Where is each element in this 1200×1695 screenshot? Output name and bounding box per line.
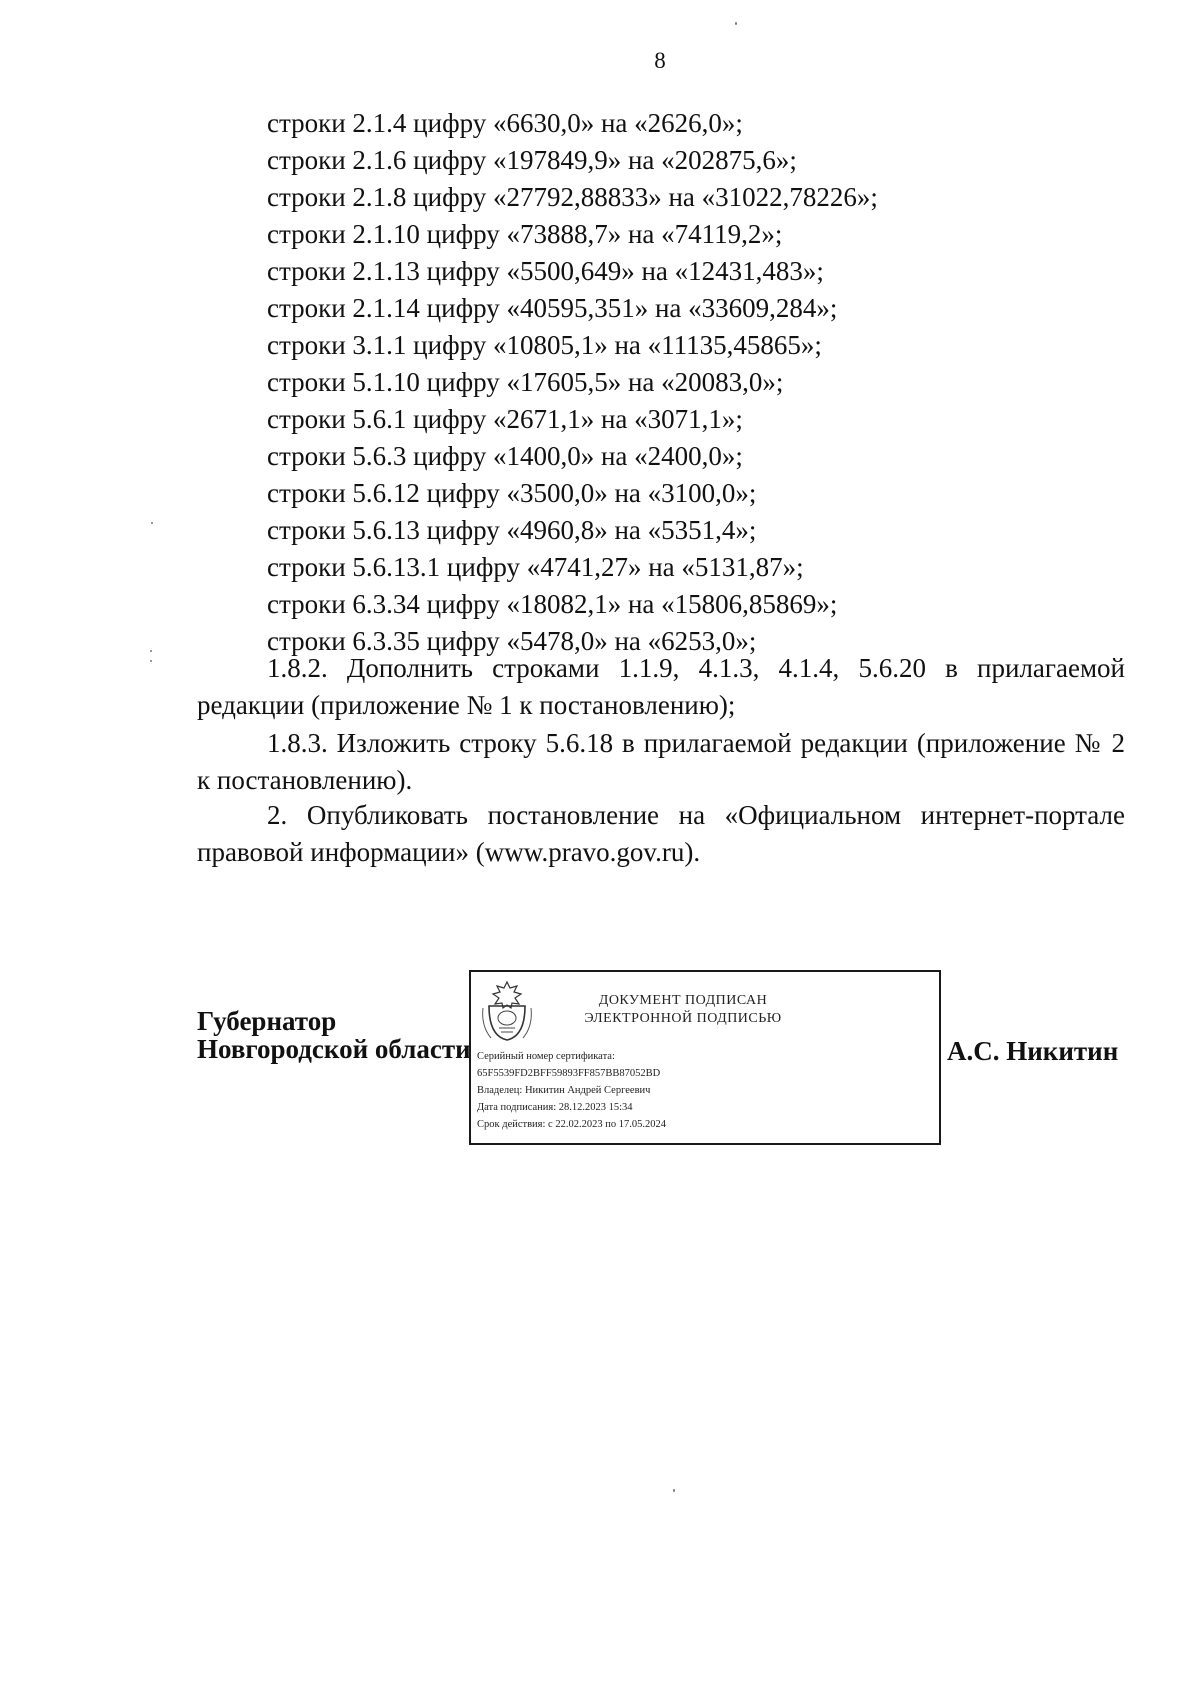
coat-of-arms-icon: [479, 978, 535, 1044]
paragraph-line: к постановлению).: [197, 765, 413, 795]
paragraph-line: 1.8.2. Дополнить строками 1.1.9, 4.1.3, 4.1.4, 5.6.20 в прилагаемой: [267, 653, 1125, 683]
paragraph-line: правовой информации» (www.pravo.gov.ru).: [197, 837, 701, 867]
electronic-signature-stamp: [469, 970, 941, 1145]
stamp-heading: [553, 992, 813, 1028]
amendment-line: строки 5.6.12 цифру «3500,0» на «3100,0»;: [267, 478, 757, 508]
signatory-position: [197, 1007, 471, 1063]
amendment-line: строки 2.1.6 цифру «197849,9» на «202875,6»;: [267, 145, 797, 175]
paragraph-line: 2. Опубликовать постановление на «Официальном интернет-портале: [267, 800, 1125, 830]
position-line: Губернатор: [197, 1006, 337, 1036]
amendment-line: строки 2.1.4 цифру «6630,0» на «2626,0»;: [267, 108, 743, 138]
amendment-line: строки 6.3.35 цифру «5478,0» на «6253,0»;: [267, 626, 757, 656]
scan-speck: [735, 22, 737, 25]
signer-name: А.С. Никитин: [947, 1036, 1119, 1066]
stamp-heading-line: ДОКУМЕНТ ПОДПИСАН: [598, 993, 768, 1008]
cert-label: Серийный номер сертификата:: [477, 1051, 615, 1062]
cert-owner: Владелец: Никитин Андрей Сергеевич: [477, 1085, 651, 1096]
stamp-details: [477, 1048, 666, 1133]
amendment-line: строки 3.1.1 цифру «10805,1» на «11135,45865»;: [267, 330, 822, 360]
amendment-line: строки 5.6.3 цифру «1400,0» на «2400,0»;: [267, 441, 743, 471]
paragraph-line: редакции (приложение № 1 к постановлению);: [197, 690, 736, 720]
amendment-line: строки 2.1.8 цифру «27792,88833» на «31022,78226»;: [267, 182, 878, 212]
cert-number: 65F5539FD2BFF59893FF857BB87052BD: [477, 1068, 661, 1079]
scan-speck: [150, 660, 152, 662]
signed-date: Дата подписания: 28.12.2023 15:34: [477, 1102, 633, 1113]
paragraph-1-8-2: [197, 650, 1125, 724]
amendment-line: строки 2.1.10 цифру «73888,7» на «74119,2»;: [267, 219, 783, 249]
scan-speck: [150, 650, 152, 652]
page-number: 8: [654, 48, 666, 73]
paragraph-2: [197, 797, 1125, 871]
paragraph-line: 1.8.3. Изложить строку 5.6.18 в прилагаемой редакции (приложение № 2: [267, 728, 1125, 758]
amendment-line: строки 2.1.13 цифру «5500,649» на «12431,483»;: [267, 256, 824, 286]
scan-speck: [673, 1489, 675, 1492]
paragraph-1-8-3: [197, 725, 1125, 799]
amendment-line: строки 6.3.34 цифру «18082,1» на «15806,85869»;: [267, 589, 838, 619]
position-line: Новгородской области: [197, 1034, 471, 1064]
amendment-line: строки 2.1.14 цифру «40595,351» на «33609,284»;: [267, 293, 838, 323]
amendment-line: строки 5.6.1 цифру «2671,1» на «3071,1»;: [267, 404, 743, 434]
scan-speck: [151, 522, 153, 524]
amendment-line: строки 5.6.13.1 цифру «4741,27» на «5131,87»;: [267, 552, 804, 582]
amendment-line: строки 5.6.13 цифру «4960,8» на «5351,4»;: [267, 515, 757, 545]
stamp-heading-line: ЭЛЕКТРОННОЙ ПОДПИСЬЮ: [584, 1011, 782, 1026]
cert-validity: Срок действия: с 22.02.2023 по 17.05.2024: [477, 1119, 666, 1130]
amendment-line: строки 5.1.10 цифру «17605,5» на «20083,0»;: [267, 367, 784, 397]
